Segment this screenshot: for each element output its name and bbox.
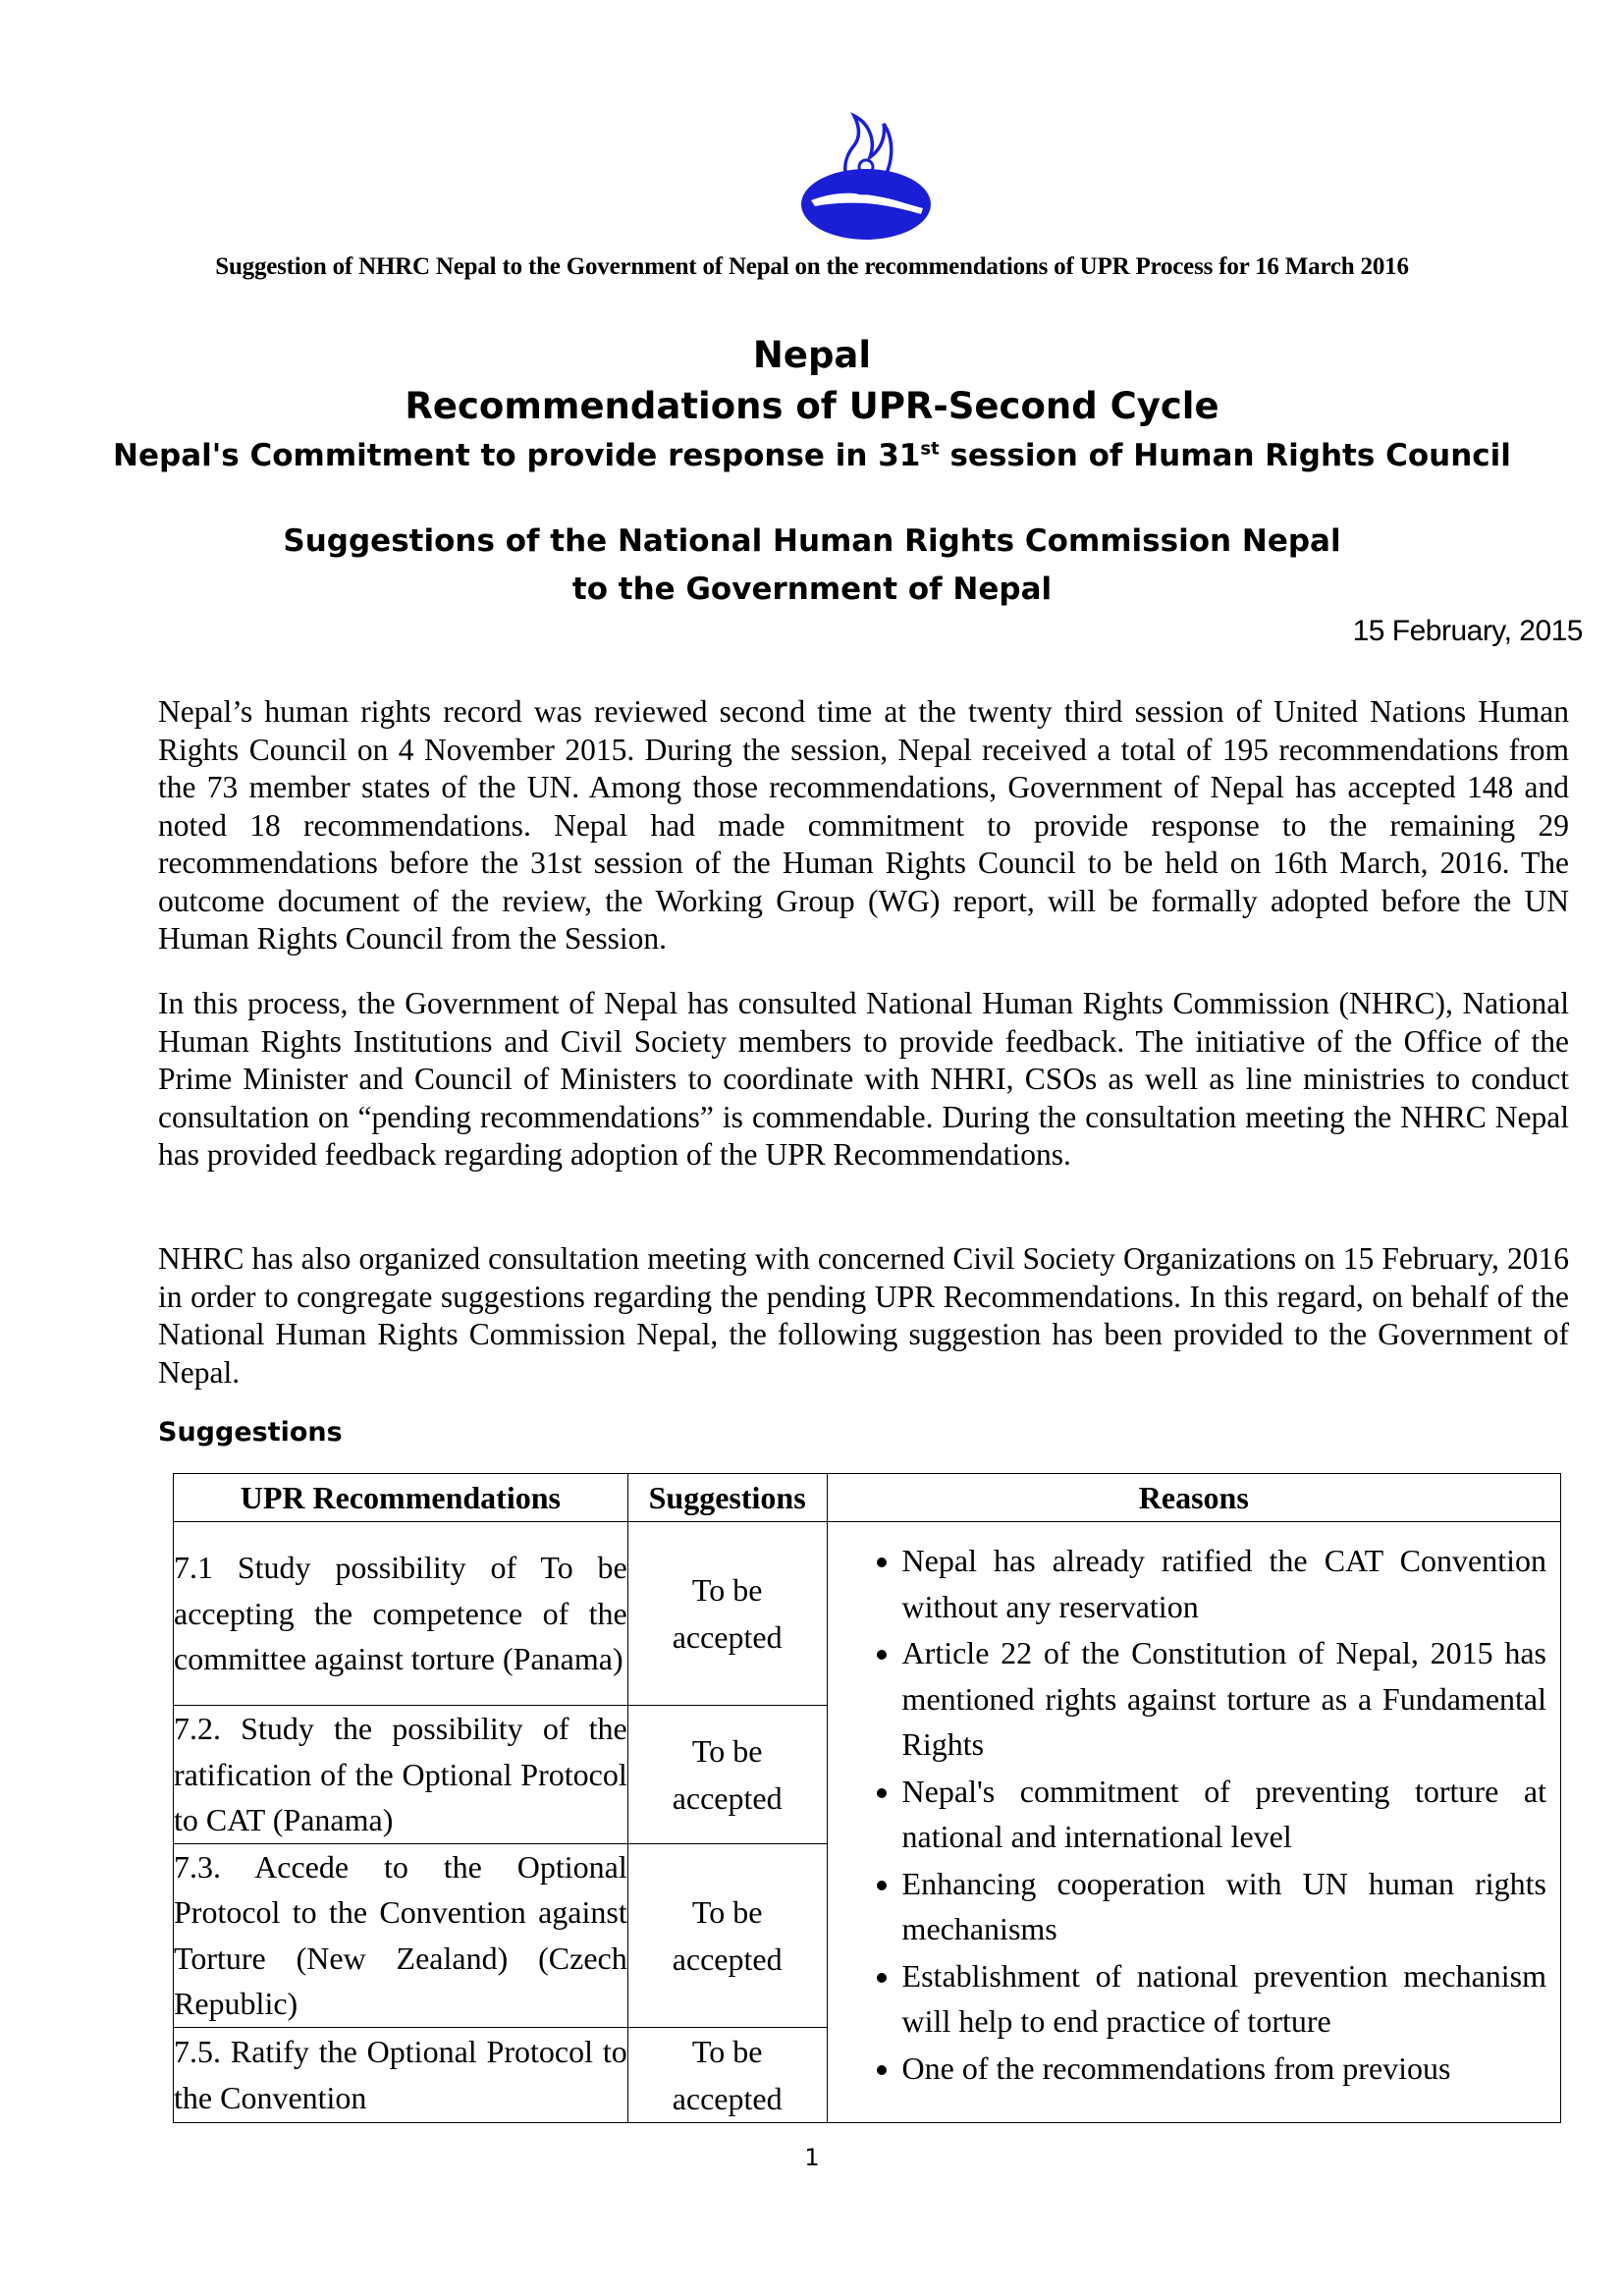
paragraph-3: NHRC has also organized consultation meeting with concerned Civil Society Organizations on 15 February, 2016 in order to congregate suggestions regarding the pending UPR Recommendations. In this regard, on behalf of the National Human Rights Commission Nepal, the following suggestion has been provided to the Government of Nepal. — [158, 1241, 1569, 1390]
document-date: 15 February, 2015 — [1352, 615, 1583, 647]
title-commitment-pre: Nepal's Commitment to provide response in 31 — [113, 438, 921, 473]
title-commitment-post: session of Human Rights Council — [939, 438, 1511, 473]
document-header-line: Suggestion of NHRC Nepal to the Government of Nepal on the recommendations of UPR Process for 16 March 2016 — [215, 253, 1409, 280]
reason-item: • Enhancing cooperation with UN human rights mechanisms — [902, 1861, 1546, 1952]
page-number: 1 — [804, 2144, 820, 2171]
suggestion-text: To be accepted — [672, 1572, 783, 1655]
reason-item: • Article 22 of the Constitution of Nepal, 2015 has mentioned rights against torture as a Fundamental Rights — [902, 1630, 1546, 1768]
paragraph-1: Nepal’s human rights record was reviewed second time at the twenty third session of United Nations Human Rights Council on 4 November 2015. During the session, Nepal received a total of 195 recommendations from the 73 member states of the UN. Among those recommendations, Government of Nepal has accepted 148 and noted 18 recommendations. Nepal had made commitment to provide response to the remaining 29 recommendations before the 31st session of the Human Rights Council to be held on 16th March, 2016. The outcome document of the review, the Working Group (WG) report, will be formally adopted before the UN Human Rights Council from the Session. — [158, 694, 1569, 956]
suggestion-cell — [627, 1522, 827, 1706]
table-row — [174, 1522, 1561, 1706]
reason-item: • Establishment of national prevention mechanism will help to end practice of torture — [902, 1953, 1546, 2045]
suggestion-cell — [627, 1706, 827, 1844]
title-suggestions-line2: to the Government of Nepal — [571, 572, 1053, 607]
nhrc-logo-icon — [797, 98, 935, 246]
suggestion-text: To be accepted — [672, 1893, 783, 1977]
suggestion-cell — [627, 1843, 827, 2027]
recommendation-cell: 7.3. Accede to the Optional Protocol to the Convention against Torture (New Zealand) (Czech Republic) — [174, 1843, 628, 2027]
suggestion-text: To be accepted — [672, 2033, 783, 2116]
suggestion-text: To be accepted — [672, 1732, 783, 1816]
title-commitment-sup: st — [920, 438, 940, 460]
recommendation-cell: 7.1 Study possibility of To be accepting the competence of the committee against torture (Panama) — [174, 1522, 628, 1706]
header-suggestions: Suggestions — [627, 1474, 827, 1522]
table-header-row — [174, 1474, 1561, 1522]
title-country: Nepal — [752, 334, 872, 376]
header-reasons: Reasons — [827, 1474, 1560, 1522]
recommendation-cell: 7.5. Ratify the Optional Protocol to the Convention — [174, 2027, 628, 2122]
reason-item: • Nepal's commitment of preventing torture at national and international level — [902, 1769, 1546, 1860]
header-upr-recommendations: UPR Recommendations — [174, 1474, 628, 1522]
title-commitment — [0, 438, 1624, 473]
upr-table — [173, 1473, 1561, 2123]
recommendation-cell: 7.2. Study the possibility of the ratification of the Optional Protocol to CAT (Panama) — [174, 1706, 628, 1844]
reason-item: • Nepal has already ratified the CAT Convention without any reservation — [902, 1538, 1546, 1629]
section-heading-suggestions: Suggestions — [158, 1417, 343, 1448]
title-main: Recommendations of UPR-Second Cycle — [405, 385, 1219, 427]
title-suggestions-line1: Suggestions of the National Human Rights Commission Nepal — [283, 523, 1341, 559]
reasons-cell — [827, 1522, 1560, 2123]
paragraph-2: In this process, the Government of Nepal has consulted National Human Rights Commission (NHRC), National Human Rights Institutions and Civil Society members to provide feedback. The initiative of the Office of the Prime Minister and Council of Ministers to coordinate with NHRI, CSOs as well as line ministries to conduct consultation on “pending recommendations” is commendable. During the consultation meeting the NHRC Nepal has provided feedback regarding adoption of the UPR Recommendations. — [158, 986, 1569, 1172]
reasons-list — [828, 1538, 1546, 2091]
suggestion-cell — [627, 2027, 827, 2122]
reason-item: • One of the recommendations from previous — [902, 2046, 1546, 2092]
